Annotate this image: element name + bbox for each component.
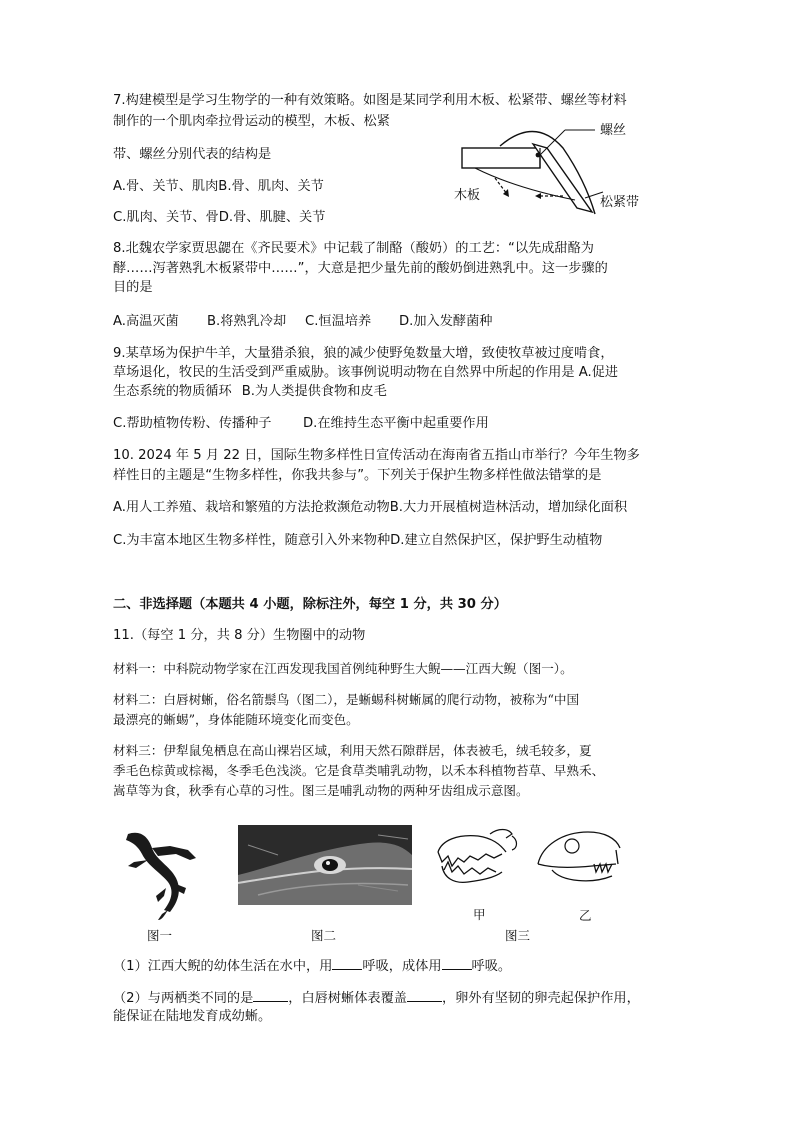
sub-question-2-line2: 能保证在陆地发育成幼蜥。 bbox=[113, 1009, 272, 1024]
screw-dot bbox=[536, 153, 541, 158]
material-3-line1: 材料三：伊犁鼠兔栖息在高山裸岩区域，利用天然石隙群居，体表被毛，绒毛较多，夏 bbox=[113, 743, 592, 758]
q8-options bbox=[113, 313, 492, 331]
q9-options-cd bbox=[113, 415, 489, 433]
answer-blank-1[interactable] bbox=[332, 956, 362, 970]
sub-question-2 bbox=[113, 988, 640, 1008]
q7-option-a: A.骨、关节、肌肉 bbox=[113, 179, 219, 194]
figure-3-caption: 图三 bbox=[505, 928, 531, 943]
q11-number: 11. bbox=[113, 628, 134, 643]
q9-option-b: B.为人类提供食物和皮毛 bbox=[241, 384, 387, 399]
sub-question-1-text-b: 呼吸，成体用 bbox=[362, 959, 442, 974]
sub-question-1-text-c: 呼吸。 bbox=[471, 959, 512, 974]
q7-option-c: C.肌肉、关节、骨 bbox=[113, 210, 219, 225]
q11-heading bbox=[113, 627, 365, 645]
material-2-line2: 最漂亮的蜥蜴”，身体能随环境变化而变色。 bbox=[113, 712, 359, 727]
q10-options-cd bbox=[113, 532, 602, 550]
figure-3-right-label: 乙 bbox=[579, 908, 592, 923]
q7-option-b: B.骨、肌肉、关节 bbox=[218, 179, 324, 194]
q8-line2: 酵……泻著熟乳木板紧带中……”，大意是把少量先前的酸奶倒进熟乳中。这一步骤的 bbox=[113, 261, 608, 276]
q7-options-ab bbox=[113, 178, 324, 196]
q9-option-d: D.在维持生态平衡中起重要作用 bbox=[303, 416, 489, 431]
sub-question-2-text-c: ，卵外有坚韧的卵壳起保护作用， bbox=[441, 991, 640, 1006]
board-label: 木板 bbox=[454, 188, 481, 203]
q7-options-cd bbox=[113, 209, 325, 227]
q8-option-a: A.高温灭菌 bbox=[113, 314, 179, 329]
screw-label: 螺丝 bbox=[600, 123, 627, 138]
q10-option-c: C.为丰富本地区生物多样性，随意引入外来物种 bbox=[113, 533, 391, 548]
q9-option-c: C.帮助植物传粉、传播种子 bbox=[113, 416, 272, 431]
material-1: 材料一：中科院动物学家在江西发现我国首例纯种野生大鲵——江西大鲵（图一）。 bbox=[113, 661, 573, 676]
answer-blank-4[interactable] bbox=[407, 988, 442, 1002]
q10-options-ab bbox=[113, 499, 627, 517]
muscle-model-figure bbox=[445, 108, 670, 228]
material-3-line3: 嵩草等为食，秋季有心草的习性。图三是哺乳动物的两种牙齿组成示意图。 bbox=[113, 783, 529, 798]
q8-option-d: D.加入发酵菌种 bbox=[399, 314, 493, 329]
q11-topic: 生物圈中的动物 bbox=[273, 628, 366, 643]
sub-question-1-text-a: （1）江西大鲵的幼体生活在水中，用 bbox=[113, 959, 333, 974]
figure-2-caption: 图二 bbox=[311, 928, 337, 943]
figure-1-caption: 图一 bbox=[147, 928, 173, 943]
sub-question-2-text-a: （2）与两栖类不同的是 bbox=[113, 991, 254, 1006]
board-angled-shape bbox=[533, 144, 592, 212]
q10-option-a: A.用人工养殖、栽培和繁殖的方法抢救濒危动物 bbox=[113, 500, 390, 515]
q11-score-note: （每空 1 分，共 8 分） bbox=[133, 628, 274, 643]
q9-option-a-cont: 生态系统的物质循环 bbox=[113, 384, 232, 399]
carnivore-skull-figure bbox=[428, 822, 523, 904]
figure-3-left-label: 甲 bbox=[473, 907, 486, 922]
board-shape bbox=[462, 148, 540, 168]
q7-line1: 7.构建模型是学习生物学的一种有效策略。如图是某同学利用木板、松紧带、螺丝等材料 bbox=[113, 93, 627, 108]
herbivore-skull-figure bbox=[532, 824, 624, 890]
q8-line1: 8.北魏农学家贾思勰在《齐民要术》中记载了制酪（酸奶）的工艺：“以先成甜酪为 bbox=[113, 241, 594, 256]
q10-option-d: D.建立自然保护区，保护野生动植物 bbox=[390, 533, 603, 548]
q10-option-b: B.大力开展植树造林活动，增加绿化面积 bbox=[389, 500, 628, 515]
material-3-line2: 季毛色棕黄或棕褐，冬季毛色浅淡。它是食草类哺乳动物，以禾本科植物苔草、早熟禾、 bbox=[113, 763, 605, 778]
q7-line3: 带、螺丝分别代表的结构是 bbox=[113, 147, 272, 162]
answer-blank-2[interactable] bbox=[442, 956, 472, 970]
q10-line1: 10. 2024 年 5 月 22 日，国际生物多样性日宣传活动在海南省五指山市举行？今年生物多 bbox=[113, 448, 640, 463]
q9-line2: 草场退化，牧民的生活受到严重威胁。该事例说明动物在自然界中所起的作用是 A.促进 bbox=[113, 365, 619, 380]
section2-title: 二、非选择题（本题共 4 小题，除标注外，每空 1 分，共 30 分） bbox=[113, 597, 507, 612]
q8-option-b: B.将熟乳冷却 bbox=[207, 314, 287, 329]
q9-line1: 9.某草场为保护牛羊，大量猎杀狼，狼的减少使野兔数量大增，致使牧草被过度啃食， bbox=[113, 346, 614, 361]
q8-option-c: C.恒温培养 bbox=[305, 314, 372, 329]
material-2-line1: 材料二：白唇树蜥，俗名箭鬃鸟（图二），是蜥蜴科树蜥属的爬行动物，被称为“中国 bbox=[113, 692, 580, 707]
q8-line3: 目的是 bbox=[113, 280, 153, 295]
q10-line2: 样性日的主题是“生物多样性，你我共参与”。下列关于保护生物多样性做法错掌的是 bbox=[113, 468, 602, 483]
q9-line3 bbox=[113, 383, 387, 401]
salamander-figure bbox=[118, 826, 208, 921]
q7-option-d: D.骨、肌腱、关节 bbox=[218, 210, 326, 225]
sub-question-2-text-b: ，白唇树蜥体表覆盖 bbox=[288, 991, 407, 1006]
sub-question-1 bbox=[113, 956, 511, 976]
band-label: 松紧带 bbox=[600, 195, 640, 210]
answer-blank-3[interactable] bbox=[253, 988, 288, 1002]
q7-line2: 制作的一个肌肉牵拉骨运动的模型，木板、松紧 bbox=[113, 114, 390, 129]
lizard-photo-figure bbox=[238, 825, 412, 905]
